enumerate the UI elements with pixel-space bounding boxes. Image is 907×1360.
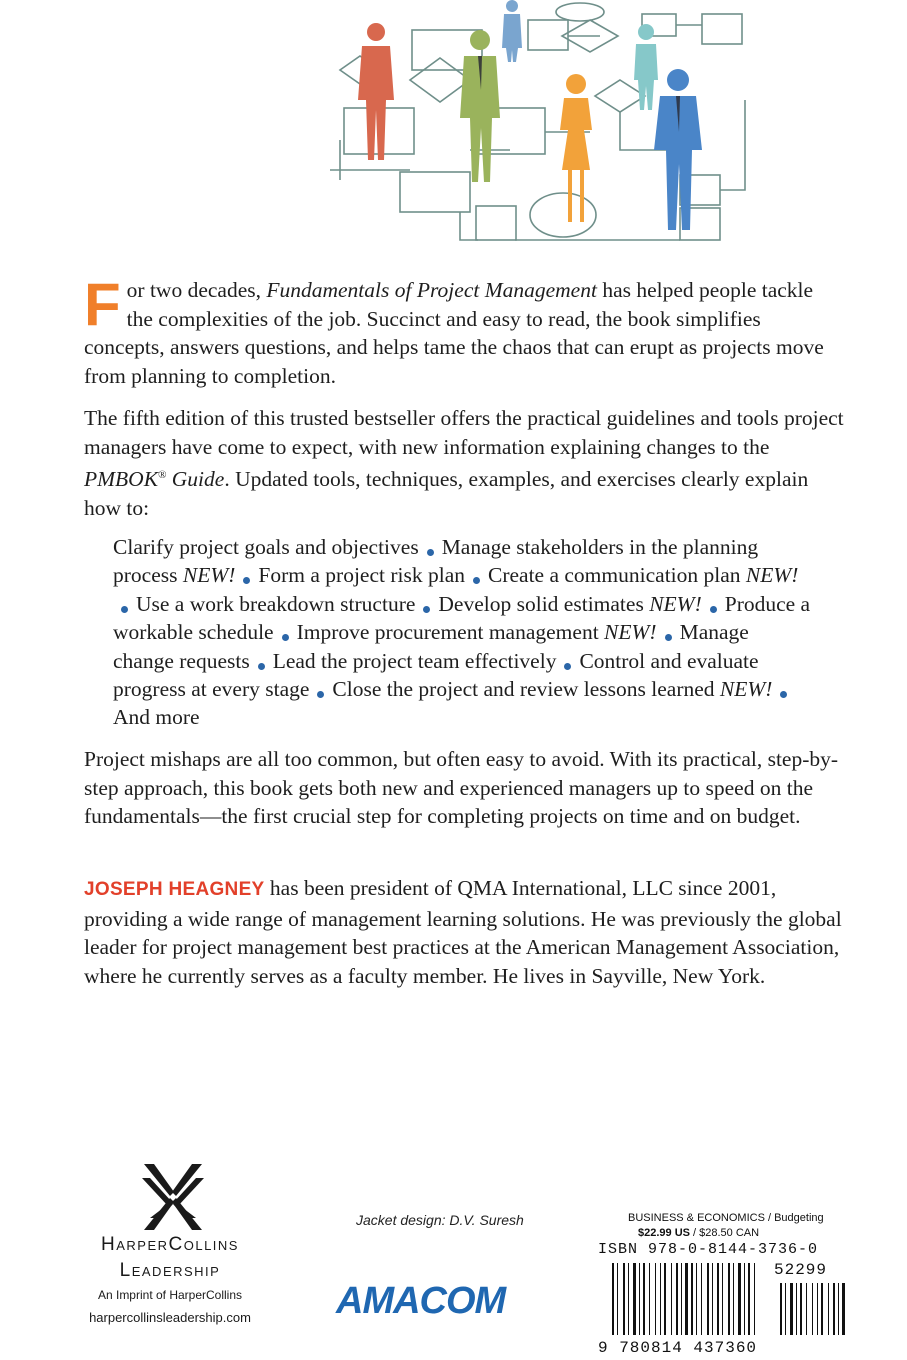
intro-text-b: has helped people tackle the complexities of the job. Succinct and easy to read, the book simplifies concepts, answers questions, and helps tame the chaos that can erupt as projects move from planning to completion. xyxy=(84,278,824,388)
guide: Guide xyxy=(166,467,225,492)
barcode-addon-bar xyxy=(790,1283,793,1335)
new-tag: NEW! xyxy=(182,563,236,588)
person-teal-icon xyxy=(634,24,658,110)
publisher-imprint: An Imprint of HarperCollins xyxy=(97,1288,243,1302)
bullet-dot-icon xyxy=(665,634,672,641)
edition-paragraph xyxy=(84,404,844,522)
barcode-addon-bar xyxy=(842,1283,845,1335)
book-title: Fundamentals of Project Management xyxy=(266,278,597,302)
feature-item: Develop solid estimates xyxy=(438,591,650,616)
feature-item: Lead the project team effectively xyxy=(272,648,557,673)
barcode-bar xyxy=(707,1263,709,1335)
mishaps-paragraph: Project mishaps are all too common, but often easy to avoid. With its practical, step-by-step approach, this book gets both new and experienced managers up to speed on the fundamentals—the first crucial step for completing projects on time and on budget. xyxy=(84,747,839,828)
bullet-dot-icon xyxy=(564,663,571,670)
intro-paragraph xyxy=(84,271,844,390)
author-bio: has been president of QMA International, LLC since 2001, providing a wide range of management learning solutions. He was previously the global leader for project management best practices at the American Management Association, where he currently serves as a faculty member. He lives in Sayville, New York. xyxy=(84,876,842,988)
barcode-block xyxy=(598,1205,898,1355)
feature-list xyxy=(113,533,813,732)
barcode-bar xyxy=(628,1263,629,1335)
feature-item: Manage stakeholders in the planning process xyxy=(113,535,759,588)
bullet-dot-icon xyxy=(317,691,324,698)
author-name: JOSEPH HEAGNEY xyxy=(84,879,265,900)
barcode-bar xyxy=(748,1263,750,1335)
bullet-dot-icon xyxy=(258,663,265,670)
amacom-logo: AMACOM xyxy=(336,1280,506,1322)
new-tag: NEW! xyxy=(719,677,773,702)
barcode-addon-bar xyxy=(796,1283,797,1335)
barcode-bar xyxy=(660,1263,661,1335)
feature-item: Create a communication plan xyxy=(488,563,746,588)
barcode-bar xyxy=(655,1263,656,1335)
intro-text-a: or two decades, xyxy=(126,278,267,302)
barcode-bar xyxy=(728,1263,730,1335)
barcode-addon-bar xyxy=(800,1283,802,1335)
pmbok: PMBOK xyxy=(84,467,159,492)
barcode-bar xyxy=(649,1263,650,1335)
person-small-blue-icon xyxy=(502,0,522,62)
publisher-url: harpercollinsleadership.com xyxy=(89,1310,251,1325)
bisac-category: BUSINESS & ECONOMICS / Budgeting xyxy=(628,1212,824,1224)
feature-item: Control and evaluate progress at every stage xyxy=(113,648,759,702)
barcode-bar xyxy=(733,1263,734,1335)
barcode-bar xyxy=(676,1263,678,1335)
feature-item: And more xyxy=(113,705,200,730)
barcode-bar xyxy=(617,1263,618,1335)
new-tag: NEW! xyxy=(745,563,799,588)
barcode-bar xyxy=(681,1263,682,1335)
bullet-dot-icon xyxy=(473,577,480,584)
bullet-dot-icon xyxy=(282,634,289,641)
barcode-bar xyxy=(754,1263,755,1335)
feature-item: Clarify project goals and objectives xyxy=(113,535,419,559)
barcode-addon-bar xyxy=(833,1283,835,1335)
barcode-addon-bar xyxy=(828,1283,829,1335)
feature-item: Close the project and review lessons learned xyxy=(332,677,720,702)
bullet-dot-icon xyxy=(427,549,434,556)
feature-item: Manage change requests xyxy=(113,620,749,673)
bullet-dot-icon xyxy=(121,606,128,613)
barcode-bar xyxy=(685,1263,688,1335)
barcode-bar xyxy=(623,1263,625,1335)
person-green-icon xyxy=(460,30,500,182)
new-tag: NEW! xyxy=(649,591,702,616)
barcode-addon-bar xyxy=(838,1283,839,1335)
barcode-bar xyxy=(701,1263,702,1335)
jacket-design-credit: Jacket design: D.V. Suresh xyxy=(356,1212,524,1228)
bullet-dot-icon xyxy=(780,691,787,698)
barcode-bar xyxy=(633,1263,636,1335)
barcode-addon-number: 52299 xyxy=(774,1261,828,1279)
flowchart-people-illustration xyxy=(300,0,760,250)
barcode-addon-bar xyxy=(785,1283,786,1335)
edition-text-b: . Updated tools, techniques, examples, and exercises clearly explain how to: xyxy=(84,467,809,520)
barcode-addon-bar xyxy=(817,1283,818,1335)
barcode-bar xyxy=(744,1263,745,1335)
feature-item: Improve procurement management xyxy=(296,620,605,645)
bullet-dot-icon xyxy=(243,577,250,584)
new-tag: NEW! xyxy=(604,620,657,645)
barcode-bar xyxy=(696,1263,697,1335)
feature-item: Use a work breakdown structure xyxy=(136,591,416,616)
harpercollins-logo-icon xyxy=(140,1162,206,1232)
author-paragraph xyxy=(84,874,844,990)
publisher-line2: Leadership xyxy=(119,1260,221,1281)
registered-mark: ® xyxy=(158,469,167,481)
barcode-bar xyxy=(712,1263,713,1335)
barcode-addon-bar xyxy=(780,1283,782,1335)
barcode-addon-bar xyxy=(821,1283,823,1335)
person-blue-icon xyxy=(654,69,702,230)
barcode-bar xyxy=(691,1263,693,1335)
edition-text-a: The fifth edition of this trusted bestseller offers the practical guidelines and tools project managers have come to expect, with new information explaining changes to the xyxy=(84,406,844,459)
barcode-ean-number: 9 780814 437360 xyxy=(598,1339,758,1357)
bullet-dot-icon xyxy=(423,606,430,613)
price xyxy=(638,1227,759,1239)
drop-cap: F xyxy=(84,271,121,338)
feature-item: Produce a workable schedule xyxy=(113,591,811,645)
bullet-dot-icon xyxy=(710,606,717,613)
person-red-icon xyxy=(358,23,394,160)
barcode-bar xyxy=(671,1263,672,1335)
barcode-bar xyxy=(639,1263,640,1335)
barcode-bar xyxy=(738,1263,741,1335)
isbn-text: ISBN 978-0-8144-3736-0 xyxy=(598,1241,819,1258)
barcode-bar xyxy=(717,1263,719,1335)
barcode-addon-bar xyxy=(806,1283,807,1335)
price-can: / $28.50 CAN xyxy=(689,1227,760,1239)
barcode-bar xyxy=(643,1263,645,1335)
barcode-bar xyxy=(612,1263,614,1335)
barcode-bar xyxy=(664,1263,666,1335)
publisher-name: HarperCollins xyxy=(101,1234,239,1255)
feature-item: Form a project risk plan xyxy=(258,563,465,588)
price-us: $22.99 US xyxy=(638,1227,690,1239)
barcode-bar xyxy=(722,1263,723,1335)
barcode-addon-bar xyxy=(812,1283,813,1335)
